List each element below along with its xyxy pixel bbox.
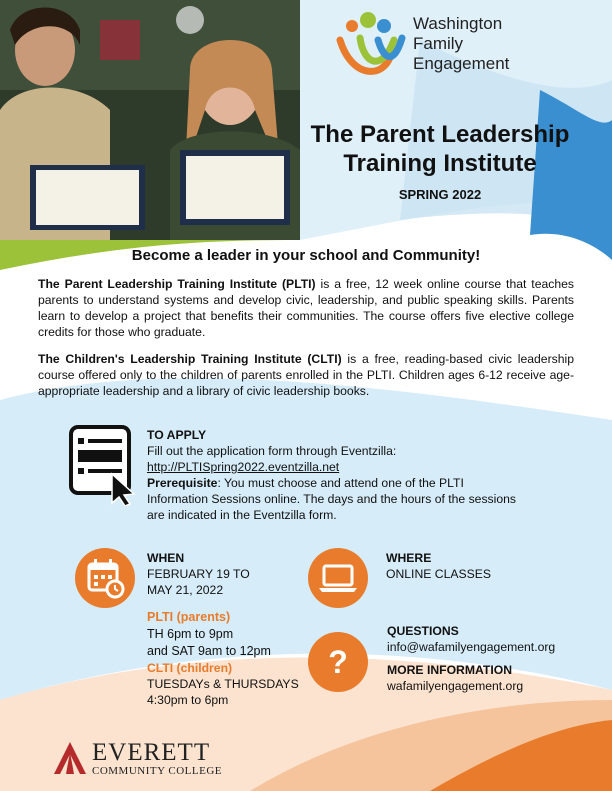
title-line-1: The Parent Leadership	[310, 121, 570, 148]
prerequisite-label: Prerequisite	[147, 476, 218, 490]
clti-name: The Children's Leadership Training Institute (CLTI)	[38, 352, 342, 366]
apply-link[interactable]: http://PLTISpring2022.eventzilla.net	[147, 460, 340, 474]
apply-section	[147, 427, 527, 523]
when-label: WHEN	[147, 551, 185, 565]
plti-schedule-line-1: TH 6pm to 9pm	[147, 627, 234, 641]
svg-text:?: ?	[328, 644, 348, 680]
more-info-section	[387, 662, 523, 694]
where-section	[386, 550, 491, 582]
logo-text	[413, 14, 509, 74]
more-info-site[interactable]: wafamilyengagement.org	[387, 679, 524, 693]
title-line-2: Training Institute	[343, 150, 537, 177]
where-label: WHERE	[386, 551, 432, 565]
questions-section	[387, 623, 555, 655]
more-info-label: MORE INFORMATION	[387, 663, 513, 677]
hero-photo	[0, 0, 300, 240]
questions-email[interactable]: info@wafamilyengagement.org	[387, 640, 556, 654]
clti-schedule-line-1: TUESDAYs & THURSDAYS	[147, 677, 299, 691]
family-engagement-logo	[332, 10, 407, 82]
when-line-1: FEBRUARY 19 TO	[147, 567, 250, 581]
college-logo-mark	[50, 740, 90, 776]
clti-schedule-line-2: 4:30pm to 6pm	[147, 693, 229, 707]
headline: Become a leader in your school and Community!	[131, 247, 481, 264]
clti-text: is a free, reading-based civic leadership course offered only to the children of parents enrolled in the PLTI. Children ages 6-12 receive age-appropriate leadership and a library of civic leadership books.	[38, 352, 575, 398]
when-line-2: MAY 21, 2022	[147, 583, 224, 597]
form-cursor-icon	[68, 424, 138, 506]
clti-schedule	[147, 660, 299, 708]
plti-text: is a free, 12 week online course that teaches parents to understand systems and develop civic, leadership, and public speaking skills. Parents learn to develop a project that benefits their communities. The course offers five elective college credits for those who graduate.	[38, 277, 574, 339]
plti-description	[38, 276, 574, 340]
page-subtitle: SPRING 2022	[398, 187, 482, 202]
when-section	[147, 550, 250, 598]
clti-schedule-label: CLTI (children)	[147, 661, 233, 675]
calendar-clock-icon	[75, 548, 135, 608]
where-line-1: ONLINE CLASSES	[386, 567, 491, 581]
logo-line-3: Engagement	[413, 54, 510, 73]
college-name: EVERETT	[92, 739, 211, 766]
college-subtitle: COMMUNITY COLLEGE	[92, 765, 222, 777]
logo-line-1: Washington	[413, 14, 503, 33]
clti-description	[38, 351, 574, 399]
apply-instructions: Fill out the application form through Eventzilla:	[147, 444, 397, 458]
questions-label: QUESTIONS	[387, 624, 459, 638]
question-mark-icon	[308, 632, 368, 692]
logo-line-2: Family	[413, 34, 464, 53]
page-title	[300, 120, 580, 178]
plti-schedule-line-2: and SAT 9am to 12pm	[147, 644, 271, 658]
apply-label: TO APPLY	[147, 428, 207, 442]
plti-name: The Parent Leadership Training Institute (PLTI)	[38, 277, 316, 291]
prerequisite-text: : You must choose and attend one of the PLTI Information Sessions online. The days and the hours of the sessions are indicated in the Eventzilla form.	[147, 476, 517, 522]
plti-schedule-label: PLTI (parents)	[147, 610, 231, 624]
plti-schedule	[147, 609, 271, 660]
laptop-icon	[308, 548, 368, 608]
